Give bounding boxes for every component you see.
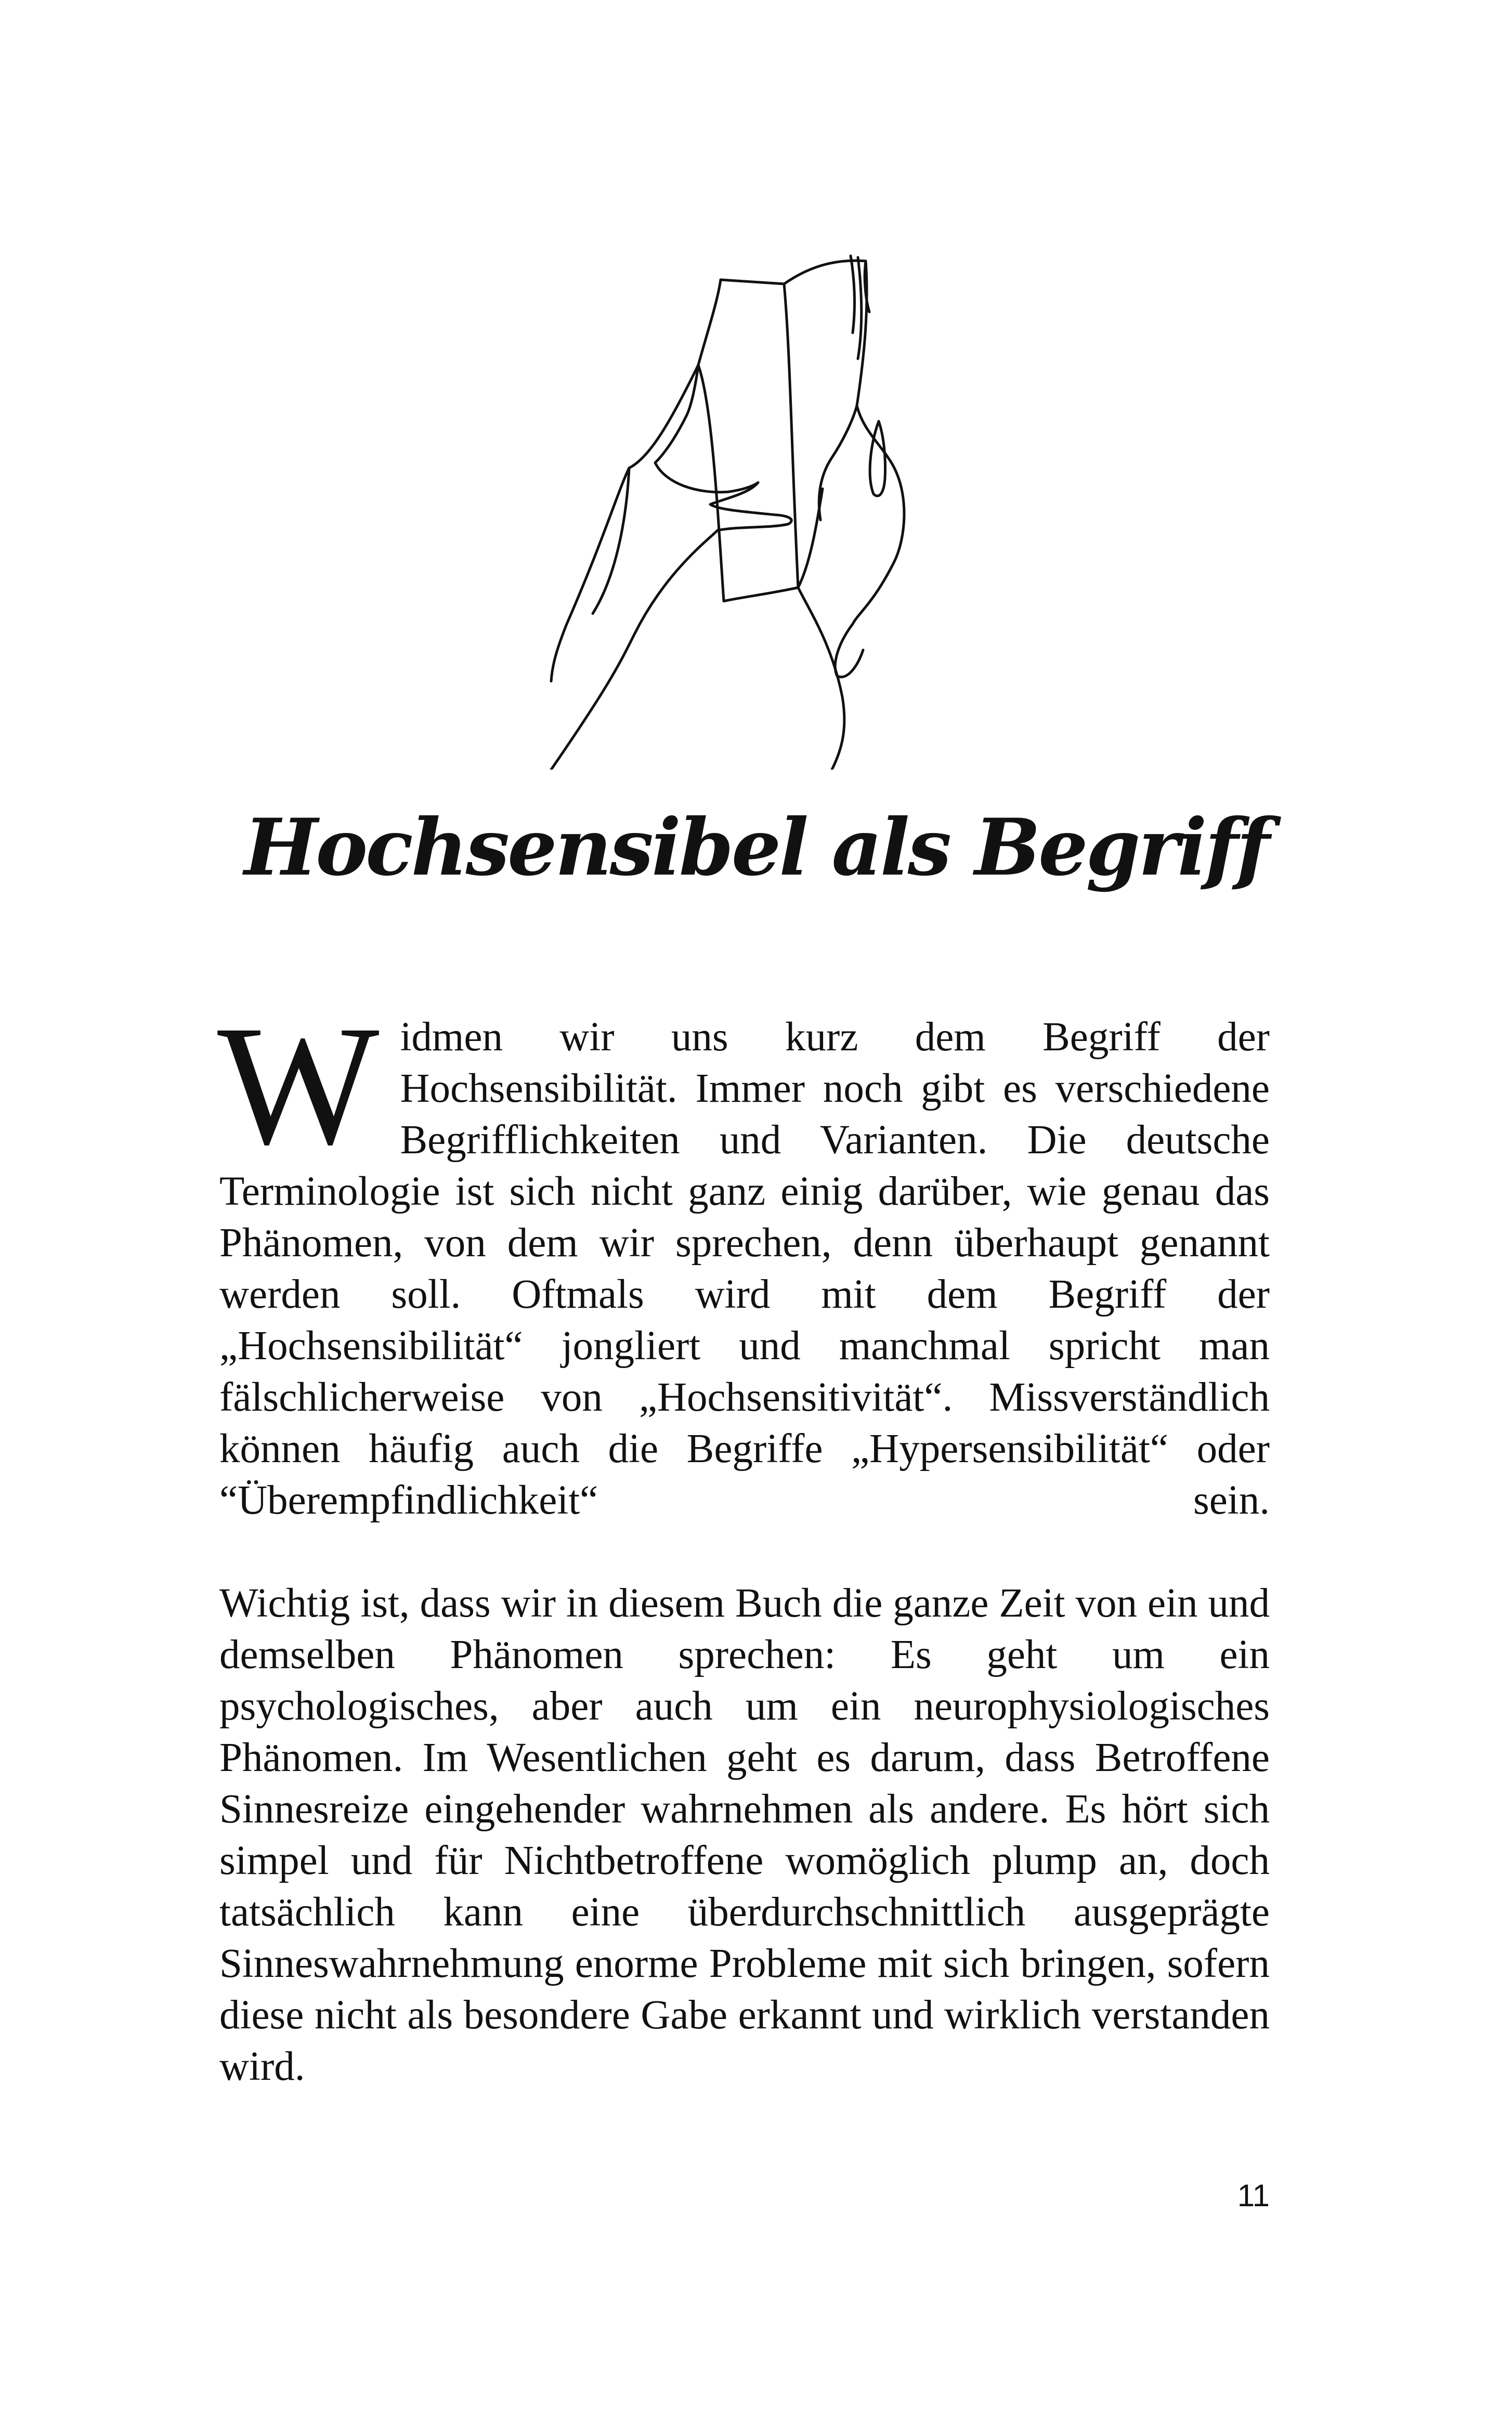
paragraph-1-text: idmen wir uns kurz dem Begriff der Hochsensibilität. Immer noch gibt es verschiedene Begrifflichkeiten und Varianten. Die deutsche Terminologie ist sich nicht ganz einig darüber, wie genau das Phänomen, von dem wir sprechen, denn überhaupt genannt werden soll. Oftmals wird mit dem Begriff der „Hochsensibilität“ jongliert und manchmal spricht man fälschlicherweise von „Hochsensitivität“. Missverständlich können häufig auch die Begriffe „Hypersensibilität“ oder “Überempfindlichkeit“ sein. [219, 1014, 1270, 1523]
body-text [217, 991, 1270, 2092]
drop-cap: W [217, 991, 380, 1180]
paragraph-2: Wichtig ist, dass wir in diesem Buch die ganze Zeit von ein und demselben Phänomen sprechen: Es geht um ein psychologisches, aber auch um ein neurophysiologisches Phänomen. Im Wesentlichen geht es darum, dass Betroffene Sinnesreize eingehender wahrnehmen als andere. Es hört sich simpel und für Nichtbetroffene womöglich plump an, doch tatsächlich kann eine überdurchschnittlich ausgeprägte Sinneswahrnehmung enorme Probleme mit sich bringen, sofern diese nicht als besondere Gabe erkannt und wirklich verstanden wird. [219, 1581, 1270, 2089]
chapter-title: Hochsensibel als Begriff [244, 802, 1268, 893]
hands-holding-open-book-line-drawing-icon [499, 250, 1019, 770]
paragraph-1 [217, 991, 1270, 1526]
page-number: 11 [1237, 2178, 1270, 2213]
